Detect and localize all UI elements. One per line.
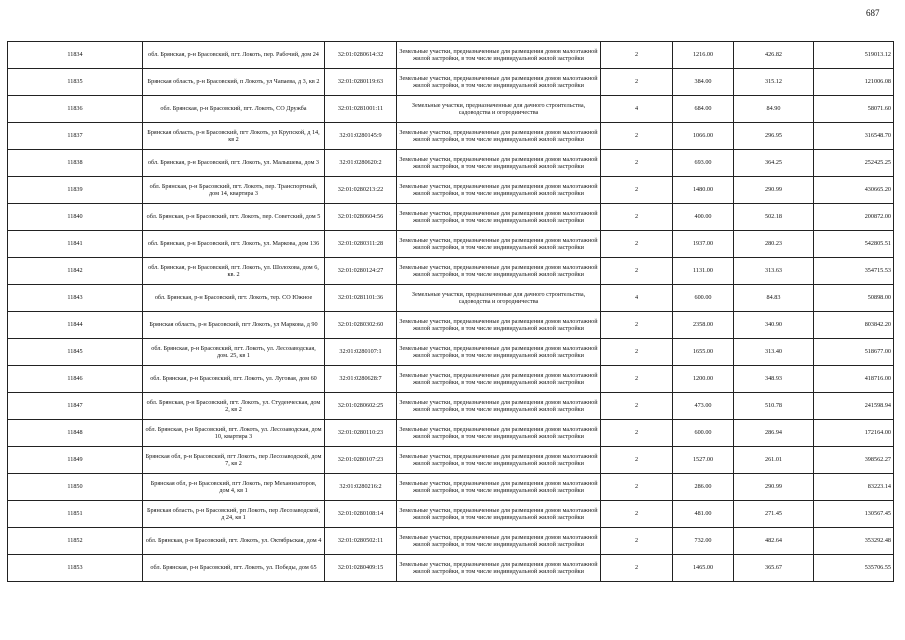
category-cell: 2 bbox=[601, 231, 673, 258]
area-cell: 600.00 bbox=[673, 420, 734, 447]
row-number-cell: 11835 bbox=[8, 69, 143, 96]
table-row bbox=[8, 96, 894, 123]
specific-value-cell: 482.64 bbox=[734, 528, 814, 555]
cadastral-value-cell: 519013.12 bbox=[814, 42, 894, 69]
cadastral-value-cell: 172164.00 bbox=[814, 420, 894, 447]
land-use-cell: Земельные участки, предназначенные для дачного строительства, садоводства и огородничества bbox=[397, 96, 601, 123]
land-use-cell: Земельные участки, предназначенные для дачного строительства, садоводства и огородничества bbox=[397, 285, 601, 312]
land-registry-table bbox=[7, 41, 894, 582]
specific-value-cell: 84.83 bbox=[734, 285, 814, 312]
cadastral-value-cell: 50898.00 bbox=[814, 285, 894, 312]
cadastral-number-cell: 32:01:0280107:23 bbox=[325, 447, 397, 474]
area-cell: 286.00 bbox=[673, 474, 734, 501]
specific-value-cell: 261.01 bbox=[734, 447, 814, 474]
address-cell: обл. Брянская, р-н Брасовский, пгт. Локоть, ул. Студенческая, дом 2, кв 2 bbox=[143, 393, 325, 420]
specific-value-cell: 510.78 bbox=[734, 393, 814, 420]
category-cell: 2 bbox=[601, 150, 673, 177]
table-row bbox=[8, 555, 894, 582]
category-cell: 2 bbox=[601, 204, 673, 231]
address-cell: обл. Брянская, р-н Брасовский, пгт. Локоть, СО Дружба bbox=[143, 96, 325, 123]
address-cell: обл. Брянская, р-н Брасовский, пгт. Локоть, пер. Транспортный, дом 14, квартира 3 bbox=[143, 177, 325, 204]
row-number-cell: 11839 bbox=[8, 177, 143, 204]
area-cell: 1465.00 bbox=[673, 555, 734, 582]
row-number-cell: 11841 bbox=[8, 231, 143, 258]
specific-value-cell: 313.63 bbox=[734, 258, 814, 285]
category-cell: 2 bbox=[601, 447, 673, 474]
table-row bbox=[8, 393, 894, 420]
area-cell: 473.00 bbox=[673, 393, 734, 420]
specific-value-cell: 271.45 bbox=[734, 501, 814, 528]
cadastral-value-cell: 200872.00 bbox=[814, 204, 894, 231]
cadastral-value-cell: 316548.70 bbox=[814, 123, 894, 150]
specific-value-cell: 296.95 bbox=[734, 123, 814, 150]
table-body bbox=[8, 42, 894, 582]
table-row bbox=[8, 474, 894, 501]
table-row bbox=[8, 69, 894, 96]
specific-value-cell: 426.82 bbox=[734, 42, 814, 69]
row-number-cell: 11834 bbox=[8, 42, 143, 69]
cadastral-value-cell: 58071.60 bbox=[814, 96, 894, 123]
specific-value-cell: 280.23 bbox=[734, 231, 814, 258]
cadastral-value-cell: 535706.55 bbox=[814, 555, 894, 582]
specific-value-cell: 290.99 bbox=[734, 474, 814, 501]
cadastral-value-cell: 398562.27 bbox=[814, 447, 894, 474]
cadastral-value-cell: 803842.20 bbox=[814, 312, 894, 339]
land-use-cell: Земельные участки, предназначенные для размещения домов малоэтажной жилой застройки, в том числе индивидуальной жилой застройки bbox=[397, 528, 601, 555]
cadastral-number-cell: 32:01:0281001:11 bbox=[325, 96, 397, 123]
address-cell: обл. Брянская, р-н Брасовский, пгт. Локоть, пер. Рабочий, дом 24 bbox=[143, 42, 325, 69]
land-use-cell: Земельные участки, предназначенные для размещения домов малоэтажной жилой застройки, в том числе индивидуальной жилой застройки bbox=[397, 42, 601, 69]
specific-value-cell: 365.67 bbox=[734, 555, 814, 582]
cadastral-value-cell: 130567.45 bbox=[814, 501, 894, 528]
area-cell: 1655.00 bbox=[673, 339, 734, 366]
area-cell: 1937.00 bbox=[673, 231, 734, 258]
row-number-cell: 11840 bbox=[8, 204, 143, 231]
cadastral-number-cell: 32:01:0280107:1 bbox=[325, 339, 397, 366]
cadastral-number-cell: 32:01:0280311:28 bbox=[325, 231, 397, 258]
category-cell: 2 bbox=[601, 420, 673, 447]
category-cell: 4 bbox=[601, 285, 673, 312]
address-cell: Брянская область, р-н Брасовский, пгт Локоть, ул Крупской, д 14, кв 2 bbox=[143, 123, 325, 150]
category-cell: 2 bbox=[601, 366, 673, 393]
category-cell: 2 bbox=[601, 528, 673, 555]
land-use-cell: Земельные участки, предназначенные для размещения домов малоэтажной жилой застройки, в том числе индивидуальной жилой застройки bbox=[397, 204, 601, 231]
table-row bbox=[8, 258, 894, 285]
address-cell: обл. Брянская, р-н Брасовский, пгт. Локоть, пер. Советский, дом 5 bbox=[143, 204, 325, 231]
cadastral-value-cell: 83223.14 bbox=[814, 474, 894, 501]
cadastral-number-cell: 32:01:0280124:27 bbox=[325, 258, 397, 285]
address-cell: обл. Брянская, р-н Брасовский, пгт. Локоть, ул. Победы, дом 65 bbox=[143, 555, 325, 582]
table-row bbox=[8, 339, 894, 366]
cadastral-value-cell: 430665.20 bbox=[814, 177, 894, 204]
cadastral-number-cell: 32:01:0280628:7 bbox=[325, 366, 397, 393]
specific-value-cell: 364.25 bbox=[734, 150, 814, 177]
category-cell: 2 bbox=[601, 474, 673, 501]
cadastral-number-cell: 32:01:0280213:22 bbox=[325, 177, 397, 204]
address-cell: обл. Брянская, р-н Брасовский, пгт. Локоть, тер. СО Южное bbox=[143, 285, 325, 312]
area-cell: 732.00 bbox=[673, 528, 734, 555]
cadastral-number-cell: 32:01:0280502:11 bbox=[325, 528, 397, 555]
cadastral-value-cell: 542805.51 bbox=[814, 231, 894, 258]
specific-value-cell: 502.18 bbox=[734, 204, 814, 231]
address-cell: обл. Брянская, р-н Брасовский, пгт. Локоть, ул. Лесозаводская, дом 10, квартира 3 bbox=[143, 420, 325, 447]
row-number-cell: 11845 bbox=[8, 339, 143, 366]
address-cell: обл. Брянская, р-н Брасовский, пгт. Локоть, ул. Малышева, дом 3 bbox=[143, 150, 325, 177]
address-cell: Брянская область, р-н Брасовский, рп Локоть, пер Лесозаводской, д 24, кв 1 bbox=[143, 501, 325, 528]
address-cell: Брянская область, р-н Брасовский, п Локоть, ул Чапаева, д 3, кв 2 bbox=[143, 69, 325, 96]
category-cell: 2 bbox=[601, 42, 673, 69]
row-number-cell: 11847 bbox=[8, 393, 143, 420]
table-row bbox=[8, 285, 894, 312]
specific-value-cell: 315.12 bbox=[734, 69, 814, 96]
land-use-cell: Земельные участки, предназначенные для размещения домов малоэтажной жилой застройки, в том числе индивидуальной жилой застройки bbox=[397, 312, 601, 339]
area-cell: 384.00 bbox=[673, 69, 734, 96]
specific-value-cell: 313.40 bbox=[734, 339, 814, 366]
row-number-cell: 11844 bbox=[8, 312, 143, 339]
cadastral-number-cell: 32:01:0280108:14 bbox=[325, 501, 397, 528]
category-cell: 2 bbox=[601, 555, 673, 582]
row-number-cell: 11851 bbox=[8, 501, 143, 528]
cadastral-value-cell: 418716.00 bbox=[814, 366, 894, 393]
table-row bbox=[8, 312, 894, 339]
address-cell: обл. Брянская, р-н Брасовский, пгт. Локоть, ул. Луговая, дом 60 bbox=[143, 366, 325, 393]
table-row bbox=[8, 150, 894, 177]
row-number-cell: 11852 bbox=[8, 528, 143, 555]
area-cell: 1480.00 bbox=[673, 177, 734, 204]
category-cell: 2 bbox=[601, 177, 673, 204]
area-cell: 600.00 bbox=[673, 285, 734, 312]
cadastral-number-cell: 32:01:0280302:60 bbox=[325, 312, 397, 339]
land-use-cell: Земельные участки, предназначенные для размещения домов малоэтажной жилой застройки, в том числе индивидуальной жилой застройки bbox=[397, 474, 601, 501]
land-use-cell: Земельные участки, предназначенные для размещения домов малоэтажной жилой застройки, в том числе индивидуальной жилой застройки bbox=[397, 366, 601, 393]
land-use-cell: Земельные участки, предназначенные для размещения домов малоэтажной жилой застройки, в том числе индивидуальной жилой застройки bbox=[397, 555, 601, 582]
category-cell: 2 bbox=[601, 312, 673, 339]
cadastral-number-cell: 32:01:0280216:2 bbox=[325, 474, 397, 501]
row-number-cell: 11850 bbox=[8, 474, 143, 501]
land-use-cell: Земельные участки, предназначенные для размещения домов малоэтажной жилой застройки, в том числе индивидуальной жилой застройки bbox=[397, 150, 601, 177]
address-cell: Брянская обл, р-н Брасовский, пгт Локоть, пер Лесозаводской, дом 7, кв 2 bbox=[143, 447, 325, 474]
area-cell: 400.00 bbox=[673, 204, 734, 231]
row-number-cell: 11848 bbox=[8, 420, 143, 447]
row-number-cell: 11837 bbox=[8, 123, 143, 150]
address-cell: Брянская область, р-н Брасовский, пгт Локоть, ул Маркова, д 90 bbox=[143, 312, 325, 339]
cadastral-number-cell: 32:01:0280614:32 bbox=[325, 42, 397, 69]
land-use-cell: Земельные участки, предназначенные для размещения домов малоэтажной жилой застройки, в том числе индивидуальной жилой застройки bbox=[397, 339, 601, 366]
land-use-cell: Земельные участки, предназначенные для размещения домов малоэтажной жилой застройки, в том числе индивидуальной жилой застройки bbox=[397, 393, 601, 420]
category-cell: 2 bbox=[601, 69, 673, 96]
category-cell: 2 bbox=[601, 393, 673, 420]
land-use-cell: Земельные участки, предназначенные для размещения домов малоэтажной жилой застройки, в том числе индивидуальной жилой застройки bbox=[397, 501, 601, 528]
table-row bbox=[8, 528, 894, 555]
category-cell: 4 bbox=[601, 96, 673, 123]
cadastral-value-cell: 518677.00 bbox=[814, 339, 894, 366]
specific-value-cell: 286.94 bbox=[734, 420, 814, 447]
row-number-cell: 11842 bbox=[8, 258, 143, 285]
land-use-cell: Земельные участки, предназначенные для размещения домов малоэтажной жилой застройки, в том числе индивидуальной жилой застройки bbox=[397, 447, 601, 474]
cadastral-number-cell: 32:01:0280409:15 bbox=[325, 555, 397, 582]
table-row bbox=[8, 204, 894, 231]
land-use-cell: Земельные участки, предназначенные для размещения домов малоэтажной жилой застройки, в том числе индивидуальной жилой застройки bbox=[397, 123, 601, 150]
cadastral-value-cell: 353292.48 bbox=[814, 528, 894, 555]
area-cell: 1200.00 bbox=[673, 366, 734, 393]
land-use-cell: Земельные участки, предназначенные для размещения домов малоэтажной жилой застройки, в том числе индивидуальной жилой застройки bbox=[397, 231, 601, 258]
row-number-cell: 11836 bbox=[8, 96, 143, 123]
cadastral-value-cell: 241598.94 bbox=[814, 393, 894, 420]
land-use-cell: Земельные участки, предназначенные для размещения домов малоэтажной жилой застройки, в том числе индивидуальной жилой застройки bbox=[397, 420, 601, 447]
row-number-cell: 11849 bbox=[8, 447, 143, 474]
area-cell: 684.00 bbox=[673, 96, 734, 123]
cadastral-number-cell: 32:01:0280604:56 bbox=[325, 204, 397, 231]
cadastral-number-cell: 32:01:0280620:2 bbox=[325, 150, 397, 177]
address-cell: Брянская обл, р-н Брасовский, пгт Локоть, пер Механизаторов, дом 4, кв 1 bbox=[143, 474, 325, 501]
cadastral-number-cell: 32:01:0280145:9 bbox=[325, 123, 397, 150]
category-cell: 2 bbox=[601, 258, 673, 285]
area-cell: 481.00 bbox=[673, 501, 734, 528]
cadastral-number-cell: 32:01:0280110:23 bbox=[325, 420, 397, 447]
cadastral-value-cell: 354715.53 bbox=[814, 258, 894, 285]
table-row bbox=[8, 177, 894, 204]
category-cell: 2 bbox=[601, 501, 673, 528]
table-row bbox=[8, 420, 894, 447]
address-cell: обл. Брянская, р-н Брасовский, пгт. Локоть, ул. Шолохова, дом 6, кв. 2 bbox=[143, 258, 325, 285]
table-row bbox=[8, 231, 894, 258]
specific-value-cell: 84.90 bbox=[734, 96, 814, 123]
table-row bbox=[8, 501, 894, 528]
cadastral-number-cell: 32:01:0281101:36 bbox=[325, 285, 397, 312]
land-use-cell: Земельные участки, предназначенные для размещения домов малоэтажной жилой застройки, в том числе индивидуальной жилой застройки bbox=[397, 258, 601, 285]
address-cell: обл. Брянская, р-н Брасовский, пгт. Локоть, ул. Октябрьская, дом 4 bbox=[143, 528, 325, 555]
table-row bbox=[8, 123, 894, 150]
area-cell: 1216.00 bbox=[673, 42, 734, 69]
area-cell: 693.00 bbox=[673, 150, 734, 177]
row-number-cell: 11838 bbox=[8, 150, 143, 177]
specific-value-cell: 340.90 bbox=[734, 312, 814, 339]
area-cell: 1066.00 bbox=[673, 123, 734, 150]
table-row bbox=[8, 447, 894, 474]
category-cell: 2 bbox=[601, 339, 673, 366]
land-use-cell: Земельные участки, предназначенные для размещения домов малоэтажной жилой застройки, в том числе индивидуальной жилой застройки bbox=[397, 69, 601, 96]
cadastral-value-cell: 121006.08 bbox=[814, 69, 894, 96]
row-number-cell: 11853 bbox=[8, 555, 143, 582]
area-cell: 1131.00 bbox=[673, 258, 734, 285]
specific-value-cell: 348.93 bbox=[734, 366, 814, 393]
cadastral-value-cell: 252425.25 bbox=[814, 150, 894, 177]
table-row bbox=[8, 366, 894, 393]
address-cell: обл. Брянская, р-н Брасовский, пгт. Локоть, ул. Лесозаводская, дом. 25, кв 1 bbox=[143, 339, 325, 366]
land-use-cell: Земельные участки, предназначенные для размещения домов малоэтажной жилой застройки, в том числе индивидуальной жилой застройки bbox=[397, 177, 601, 204]
cadastral-number-cell: 32:01:0280602:25 bbox=[325, 393, 397, 420]
area-cell: 2358.00 bbox=[673, 312, 734, 339]
cadastral-number-cell: 32:01:0280119:63 bbox=[325, 69, 397, 96]
table-row bbox=[8, 42, 894, 69]
area-cell: 1527.00 bbox=[673, 447, 734, 474]
address-cell: обл. Брянская, р-н Брасовский, пгт. Локоть, ул. Маркова, дом 136 bbox=[143, 231, 325, 258]
row-number-cell: 11846 bbox=[8, 366, 143, 393]
row-number-cell: 11843 bbox=[8, 285, 143, 312]
specific-value-cell: 290.99 bbox=[734, 177, 814, 204]
page-number: 687 bbox=[866, 8, 880, 18]
category-cell: 2 bbox=[601, 123, 673, 150]
